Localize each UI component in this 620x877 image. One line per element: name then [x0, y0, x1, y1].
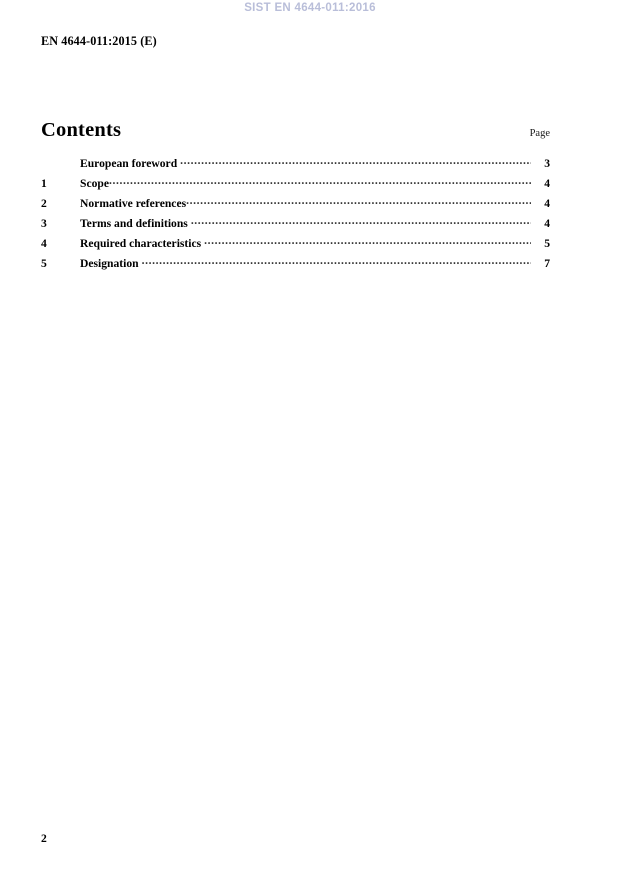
toc-leader-dots: [186, 195, 531, 207]
toc-entry-number: 4: [41, 237, 47, 250]
page-title: Contents: [41, 119, 122, 141]
toc-entry[interactable]: [41, 195, 550, 215]
toc-entry-page-number: 4: [544, 217, 550, 230]
toc-entry-page-number: 3: [544, 157, 550, 170]
toc-leader-dots: [109, 175, 531, 187]
toc-entry-page-number: 4: [544, 197, 550, 210]
toc-entry-title: Terms and definitions: [80, 217, 188, 230]
toc-entry-title: Normative references: [80, 197, 187, 210]
toc-entry-title: Designation: [80, 257, 139, 270]
toc-leader-dots: [191, 215, 531, 227]
watermark-header: SIST EN 4644-011:2016: [244, 2, 376, 14]
document-reference: EN 4644-011:2015 (E): [41, 34, 157, 48]
contents-header-row: [41, 119, 550, 142]
toc-entry-page-number: 5: [544, 237, 550, 250]
toc-entry-page-number: 7: [544, 257, 550, 270]
toc-leader-dots: [142, 255, 531, 267]
toc-entry[interactable]: [41, 175, 550, 195]
toc-entry-number: 5: [41, 257, 47, 270]
toc-entry[interactable]: [41, 235, 550, 255]
toc-entry[interactable]: [41, 255, 550, 275]
table-of-contents: [41, 155, 550, 275]
toc-entry-page-number: 4: [544, 177, 550, 190]
toc-entry-number: 2: [41, 197, 47, 210]
toc-leader-dots: [204, 235, 531, 247]
toc-entry-title: Required characteristics: [80, 237, 202, 250]
toc-entry-title: Scope: [80, 177, 109, 190]
toc-leader-dots: [180, 155, 531, 167]
toc-entry[interactable]: [41, 155, 550, 175]
footer-page-number: 2: [41, 832, 47, 845]
page-column-label: Page: [529, 128, 550, 139]
toc-entry[interactable]: [41, 215, 550, 235]
toc-entry-title: European foreword: [80, 157, 178, 170]
toc-entry-number: 1: [41, 177, 47, 190]
toc-entry-number: 3: [41, 217, 47, 230]
